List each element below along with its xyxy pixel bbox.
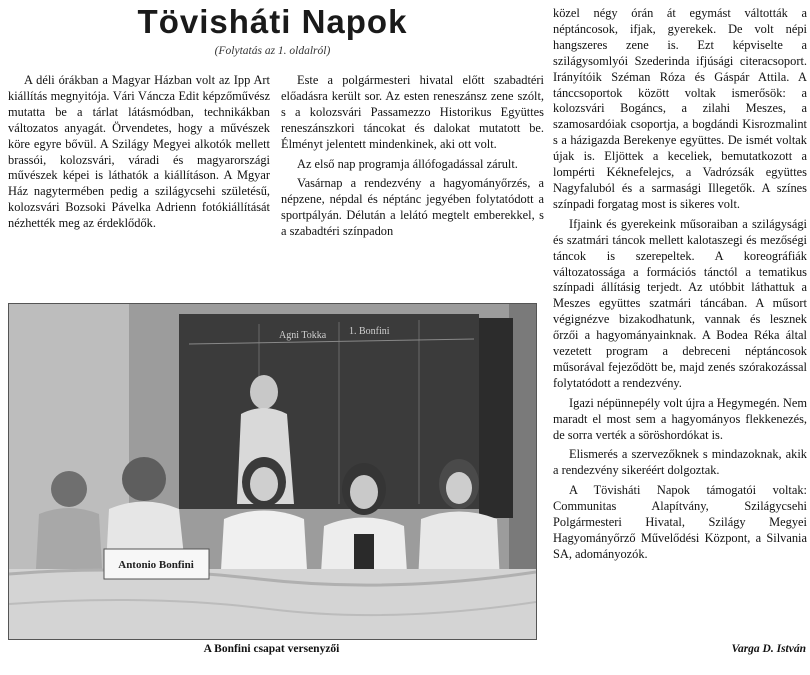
author-byline: Varga D. István: [731, 643, 806, 655]
nameplate-label: Antonio Bonfini: [118, 559, 194, 571]
paragraph: közel négy órán át egymást váltották a néptáncosok, ifjak, gyerekek. De volt népi hangszeres zene is. Ezt képviselte a szilágysomlyói Szederinda ifjúsági citeracsoport. Irányítóik Széman Róza és Gáspár Attila. A tánccsoportok között voltak ismerősök: a kolozsvári Bogáncs, a zilahi Meszes, a szamosardóiak csoportja, a bogdándi Kisrozmalint s a házigazda Berekenye együttes. De ismét voltak újak is. Eljöttek a keceliek, bemutatkozott a lompérti Kéknefelejcs, a Vadrózsák együttes Nagyfaluból és a sarmasági Illegetők. A színes színpadi forgatag most is sikeres volt.: [553, 6, 807, 211]
article-title: Tövisháti Napok: [137, 3, 408, 40]
article-subtitle: (Folytatás az 1. oldalról): [214, 45, 331, 57]
photo-illustration: [9, 304, 536, 639]
board-label: 1. Bonfini: [349, 326, 390, 337]
text-column-3: [553, 6, 807, 563]
text-column-2: [281, 73, 544, 240]
paragraph: Igazi népünnepély volt újra a Hegymegén. Nem maradt el most sem a hagyományos flekkenezés, de sorra verték a söröshordókat is.: [553, 395, 807, 442]
paragraph: Elismerés a szervezőknek s mindazoknak, akik a rendezvény sikeréért dolgoztak.: [553, 447, 807, 478]
paragraph: Vasárnap a rendezvény a hagyományőrzés, a népzene, népdal és néptánc jegyében folytatódott a sportpályán. Délután a lelátó megtelt emberekkel, s a szabadtéri színpadon: [281, 176, 544, 239]
paragraph: Este a polgármesteri hivatal előtt szabadtéri előadásra került sor. Az esten reneszánsz zene szólt, s a kolozsvári Passamezzo Historikus Együttes reneszánszkori táncokat és dalokat mutatott be. Élményt jelentett mindenkinek, aki ott volt.: [281, 73, 544, 151]
paragraph: Az első nap programja állófogadással zárult.: [297, 156, 518, 171]
photo-caption: A Bonfini csapat versenyzői: [203, 643, 340, 655]
paragraph: A déli órákban a Magyar Házban volt az Ipp Art kiállítás megnyitója. Vári Váncza Edit képzőművész mutatta be a tárlat látásmódban, technikákban változatos anyagát. Örvendetes, hogy a művészek köre egyre bővül. A Szilágy Megyei alkotók mellett brassói, kolozsvári, váradi és magyarországi művészek képei is láthatók a kiállításon. A Mgyar Ház nagytermében pedig a szilágycsehi születésű, kolozsvári Bozsoki Pávelka Adrienn fotókiállítását nézhették meg az érdeklődők.: [8, 73, 270, 231]
article-photo: [8, 303, 537, 640]
paragraph: Ifjaink és gyerekeink műsoraiban a szilágysági és szatmári táncok mellett kalotaszegi és mezőségi táncok is szerepeltek. A koreográfiák változatossága a formációs tánctól a tematikus színpadi állításig terjedt. Az utóbbit láthattuk a Meszes együttes szatmári táncában. A műsort végignézve bizakodhatunk, vannak és lesznek őrzői a hagyományainknak. A Bodea Réka által vezetett program a debreceni néptáncosok műsorával fejeződött be, majd zenés szórakozással folytatódott a rendezvény.: [553, 216, 807, 390]
board-label: Agni Tokka: [279, 330, 327, 341]
paragraph: A Tövisháti Napok támogatói voltak: Communitas Alapítvány, Szilágycsehi Polgármesteri Hivatal, Szilágy Megyei Hagyományőrző Művelődési Központ, a Silvania SA, adományozók.: [553, 483, 807, 561]
text-column-1: [8, 73, 270, 232]
